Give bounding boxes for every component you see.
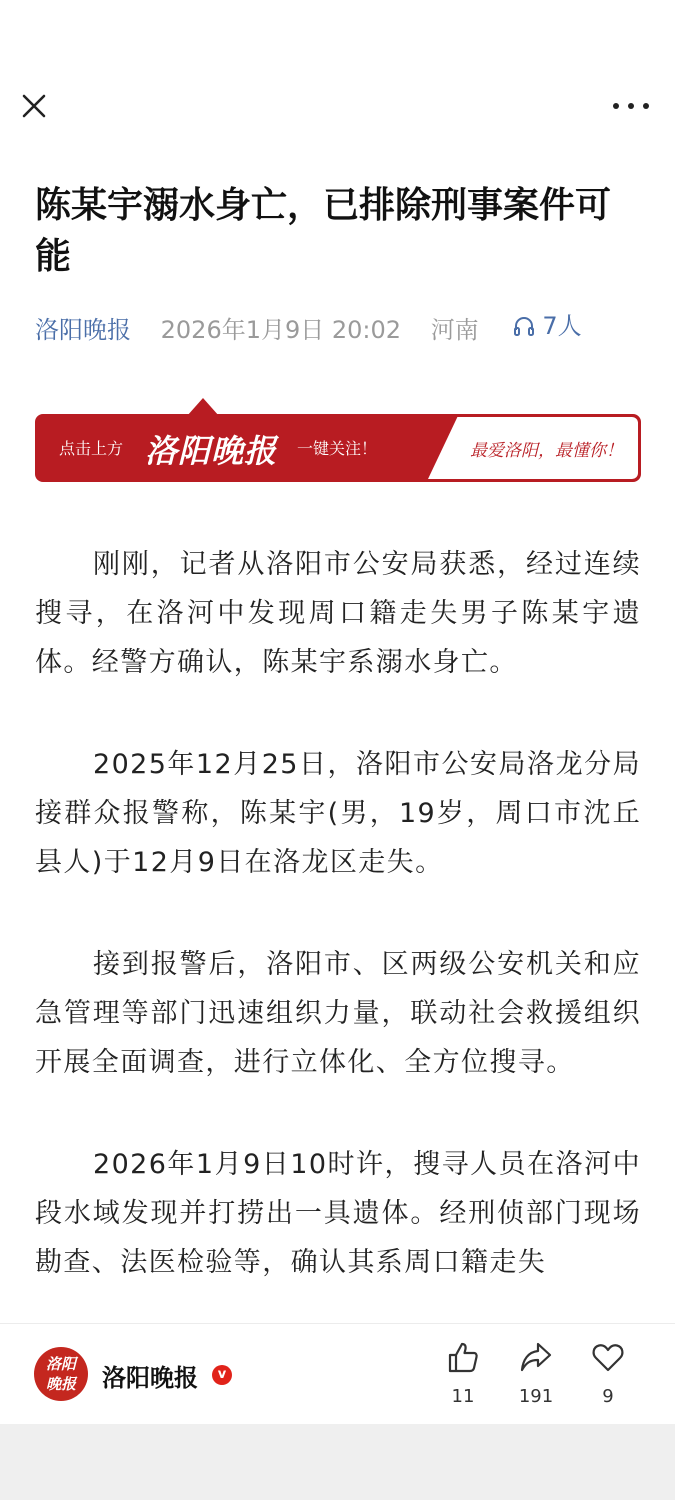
region-label: 河南	[430, 316, 479, 344]
headphones-icon	[512, 314, 536, 338]
article-meta	[35, 308, 582, 344]
more-horizontal-icon[interactable]	[613, 98, 649, 114]
banner-body	[35, 414, 641, 482]
article-paragraph: 刚刚，记者从洛阳市公安局获悉，经过连续搜寻，在洛河中发现周口籍走失男子陈某宇遗体。经警方确认，陈某宇系溺水身亡。	[35, 549, 641, 678]
top-bar	[0, 70, 675, 146]
like-button[interactable]	[433, 1340, 493, 1407]
heart-icon	[591, 1340, 625, 1374]
favorite-button[interactable]	[578, 1340, 638, 1407]
article-paragraph: 2026年1月9日10时许，搜寻人员在洛河中段水域发现并打捞出一具遗体。经刑侦部门现场勘查、法医检验等，确认其系周口籍走失	[35, 1149, 641, 1278]
verified-badge-icon: v	[212, 1365, 232, 1385]
thumbs-up-icon	[446, 1340, 480, 1374]
listen-button[interactable]	[512, 308, 581, 344]
banner-suffix: 一键关注！	[297, 439, 378, 458]
share-button[interactable]	[506, 1340, 566, 1407]
close-icon[interactable]	[18, 90, 50, 122]
avatar[interactable]	[34, 1347, 88, 1401]
banner-logo: 洛阳晚报	[145, 432, 278, 470]
system-nav-area	[0, 1424, 675, 1500]
article-body	[35, 540, 641, 1340]
favorite-count: 9	[602, 1386, 614, 1407]
share-count: 191	[518, 1386, 554, 1407]
article-paragraph: 接到报警后，洛阳市、区两级公安机关和应急管理等部门迅速组织力量，联动社会救援组织开展全面调查，进行立体化、全方位搜寻。	[35, 949, 641, 1078]
article-title: 陈某宇溺水身亡，已排除刑事案件可能	[35, 185, 612, 277]
banner-slogan: 最爱洛阳，最懂你！	[470, 441, 623, 461]
publish-date: 2026年1月9日 20:02	[160, 316, 402, 344]
account-name[interactable]: 洛阳晚报	[102, 1364, 198, 1392]
share-icon	[519, 1340, 553, 1374]
source-link[interactable]: 洛阳晚报	[35, 316, 131, 344]
listener-count: 7人	[542, 312, 582, 340]
like-count: 11	[451, 1386, 475, 1407]
follow-banner[interactable]	[35, 398, 641, 484]
avatar-text: 洛阳晚报	[45, 1355, 76, 1393]
bottom-bar	[0, 1323, 675, 1425]
banner-prefix: 点击上方	[59, 439, 124, 458]
article-paragraph: 2025年12月25日，洛阳市公安局洛龙分局接群众报警称，陈某宇(男，19岁，周口市沈丘县人)于12月9日在洛龙区走失。	[35, 749, 641, 878]
